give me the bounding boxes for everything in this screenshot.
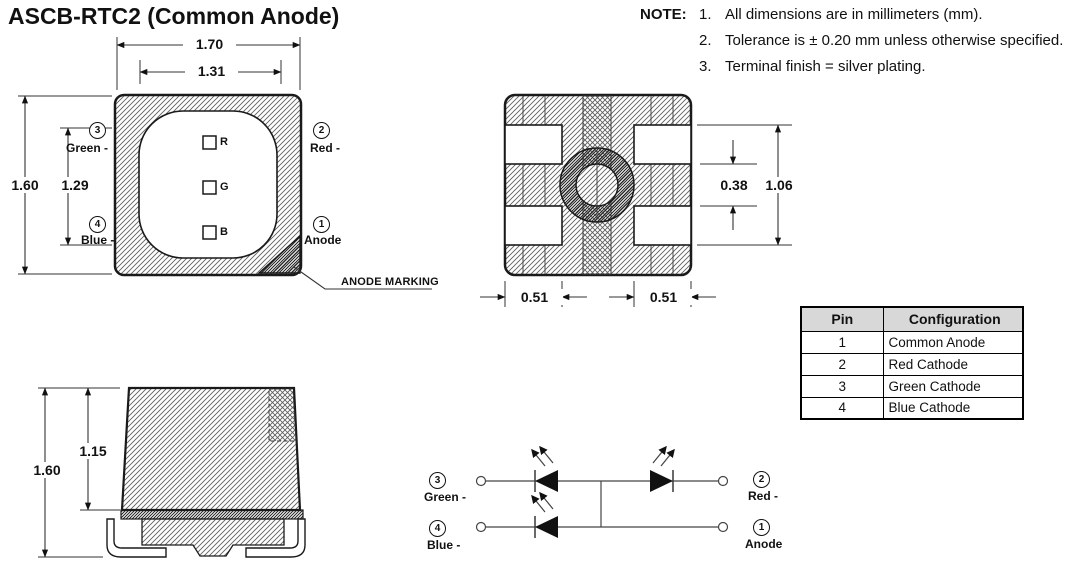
page-title: ASCB-RTC2 (Common Anode) [8,3,340,29]
pin-3-label: Green - [66,141,109,155]
table-cell-config: Green Cathode [883,375,1023,397]
pin-1-label: Anode [304,233,342,247]
dim-pad-gap: 0.38 [712,177,756,193]
table-cell-pin: 2 [801,353,883,375]
note-text: Terminal finish = silver plating. [725,58,926,75]
schematic-pin-4-label: Blue - [427,538,461,552]
table-row [801,375,1023,397]
schematic-pin-2-circle: 2 [753,471,770,488]
pin-3-circle: 3 [89,122,106,139]
die-label-b: B [220,226,228,238]
die-label-g: G [220,181,229,193]
table-header-configuration: Configuration [883,307,1023,331]
note-text: Tolerance is ± 0.20 mm unless otherwise specified. [725,32,1064,49]
pin-4-circle: 4 [89,216,106,233]
dim-side-height-body: 1.15 [72,443,114,459]
table-cell-config: Common Anode [883,331,1023,353]
dim-top-height-outer: 1.60 [4,177,46,193]
led-green-symbol [532,447,558,492]
dim-top-width-outer: 1.70 [183,36,236,52]
table-row [801,353,1023,375]
table-row [801,331,1023,353]
side-thin-band [121,510,303,519]
dim-pad-right: 0.51 [635,289,692,305]
note-number: 1. [699,6,712,23]
table-cell-config: Red Cathode [883,353,1023,375]
schematic-pin-3-label: Green - [424,490,467,504]
note-item [699,6,1077,24]
bottom-view-drawing [480,95,792,307]
terminal-blue [477,523,486,532]
pin-2-label: Red - [310,141,340,155]
terminal-red [719,477,728,486]
dim-pad-left: 0.51 [506,289,563,305]
note-number: 2. [699,32,712,49]
table-cell-pin: 3 [801,375,883,397]
dim-side-height-total: 1.60 [26,462,68,478]
pad-left-top [505,125,562,164]
led-blue-symbol [532,493,558,538]
schematic-drawing [477,447,728,538]
schematic-pin-1-circle: 1 [753,519,770,536]
anode-marking-label: ANODE MARKING [341,276,439,288]
die-label-r: R [220,136,228,148]
red-die [203,136,216,149]
schematic-pin-3-circle: 3 [429,472,446,489]
schematic-pin-2-label: Red - [748,489,778,503]
table-row [801,397,1023,419]
terminal-green [477,477,486,486]
schematic-pin-1-label: Anode [745,537,783,551]
pad-left-bottom [505,206,562,245]
table-cell-pin: 4 [801,397,883,419]
note-number: 3. [699,58,712,75]
note-text: All dimensions are in millimeters (mm). [725,6,983,23]
green-die [203,181,216,194]
schematic-pin-4-circle: 4 [429,520,446,537]
side-view-drawing [38,388,305,557]
blue-die [203,226,216,239]
table-header-pin: Pin [801,307,883,331]
table-cell-config: Blue Cathode [883,397,1023,419]
note-item [699,32,1077,50]
dim-top-height-inner: 1.29 [54,177,96,193]
pad-right-top [634,125,691,164]
table-cell-pin: 1 [801,331,883,353]
notes-list [699,6,1077,84]
pad-right-bottom [634,206,691,245]
pin-1-circle: 1 [313,216,330,233]
terminal-anode [719,523,728,532]
pin-config-table [800,306,1024,420]
pin-2-circle: 2 [313,122,330,139]
pin-4-label: Blue - [81,233,115,247]
dim-pad-span: 1.06 [757,177,801,193]
notes-label: NOTE: [640,6,687,23]
side-corner-notch [269,389,296,441]
note-item [699,58,1077,76]
dim-top-width-inner: 1.31 [185,63,238,79]
led-red-symbol [650,447,674,492]
table-header-row [801,307,1023,331]
